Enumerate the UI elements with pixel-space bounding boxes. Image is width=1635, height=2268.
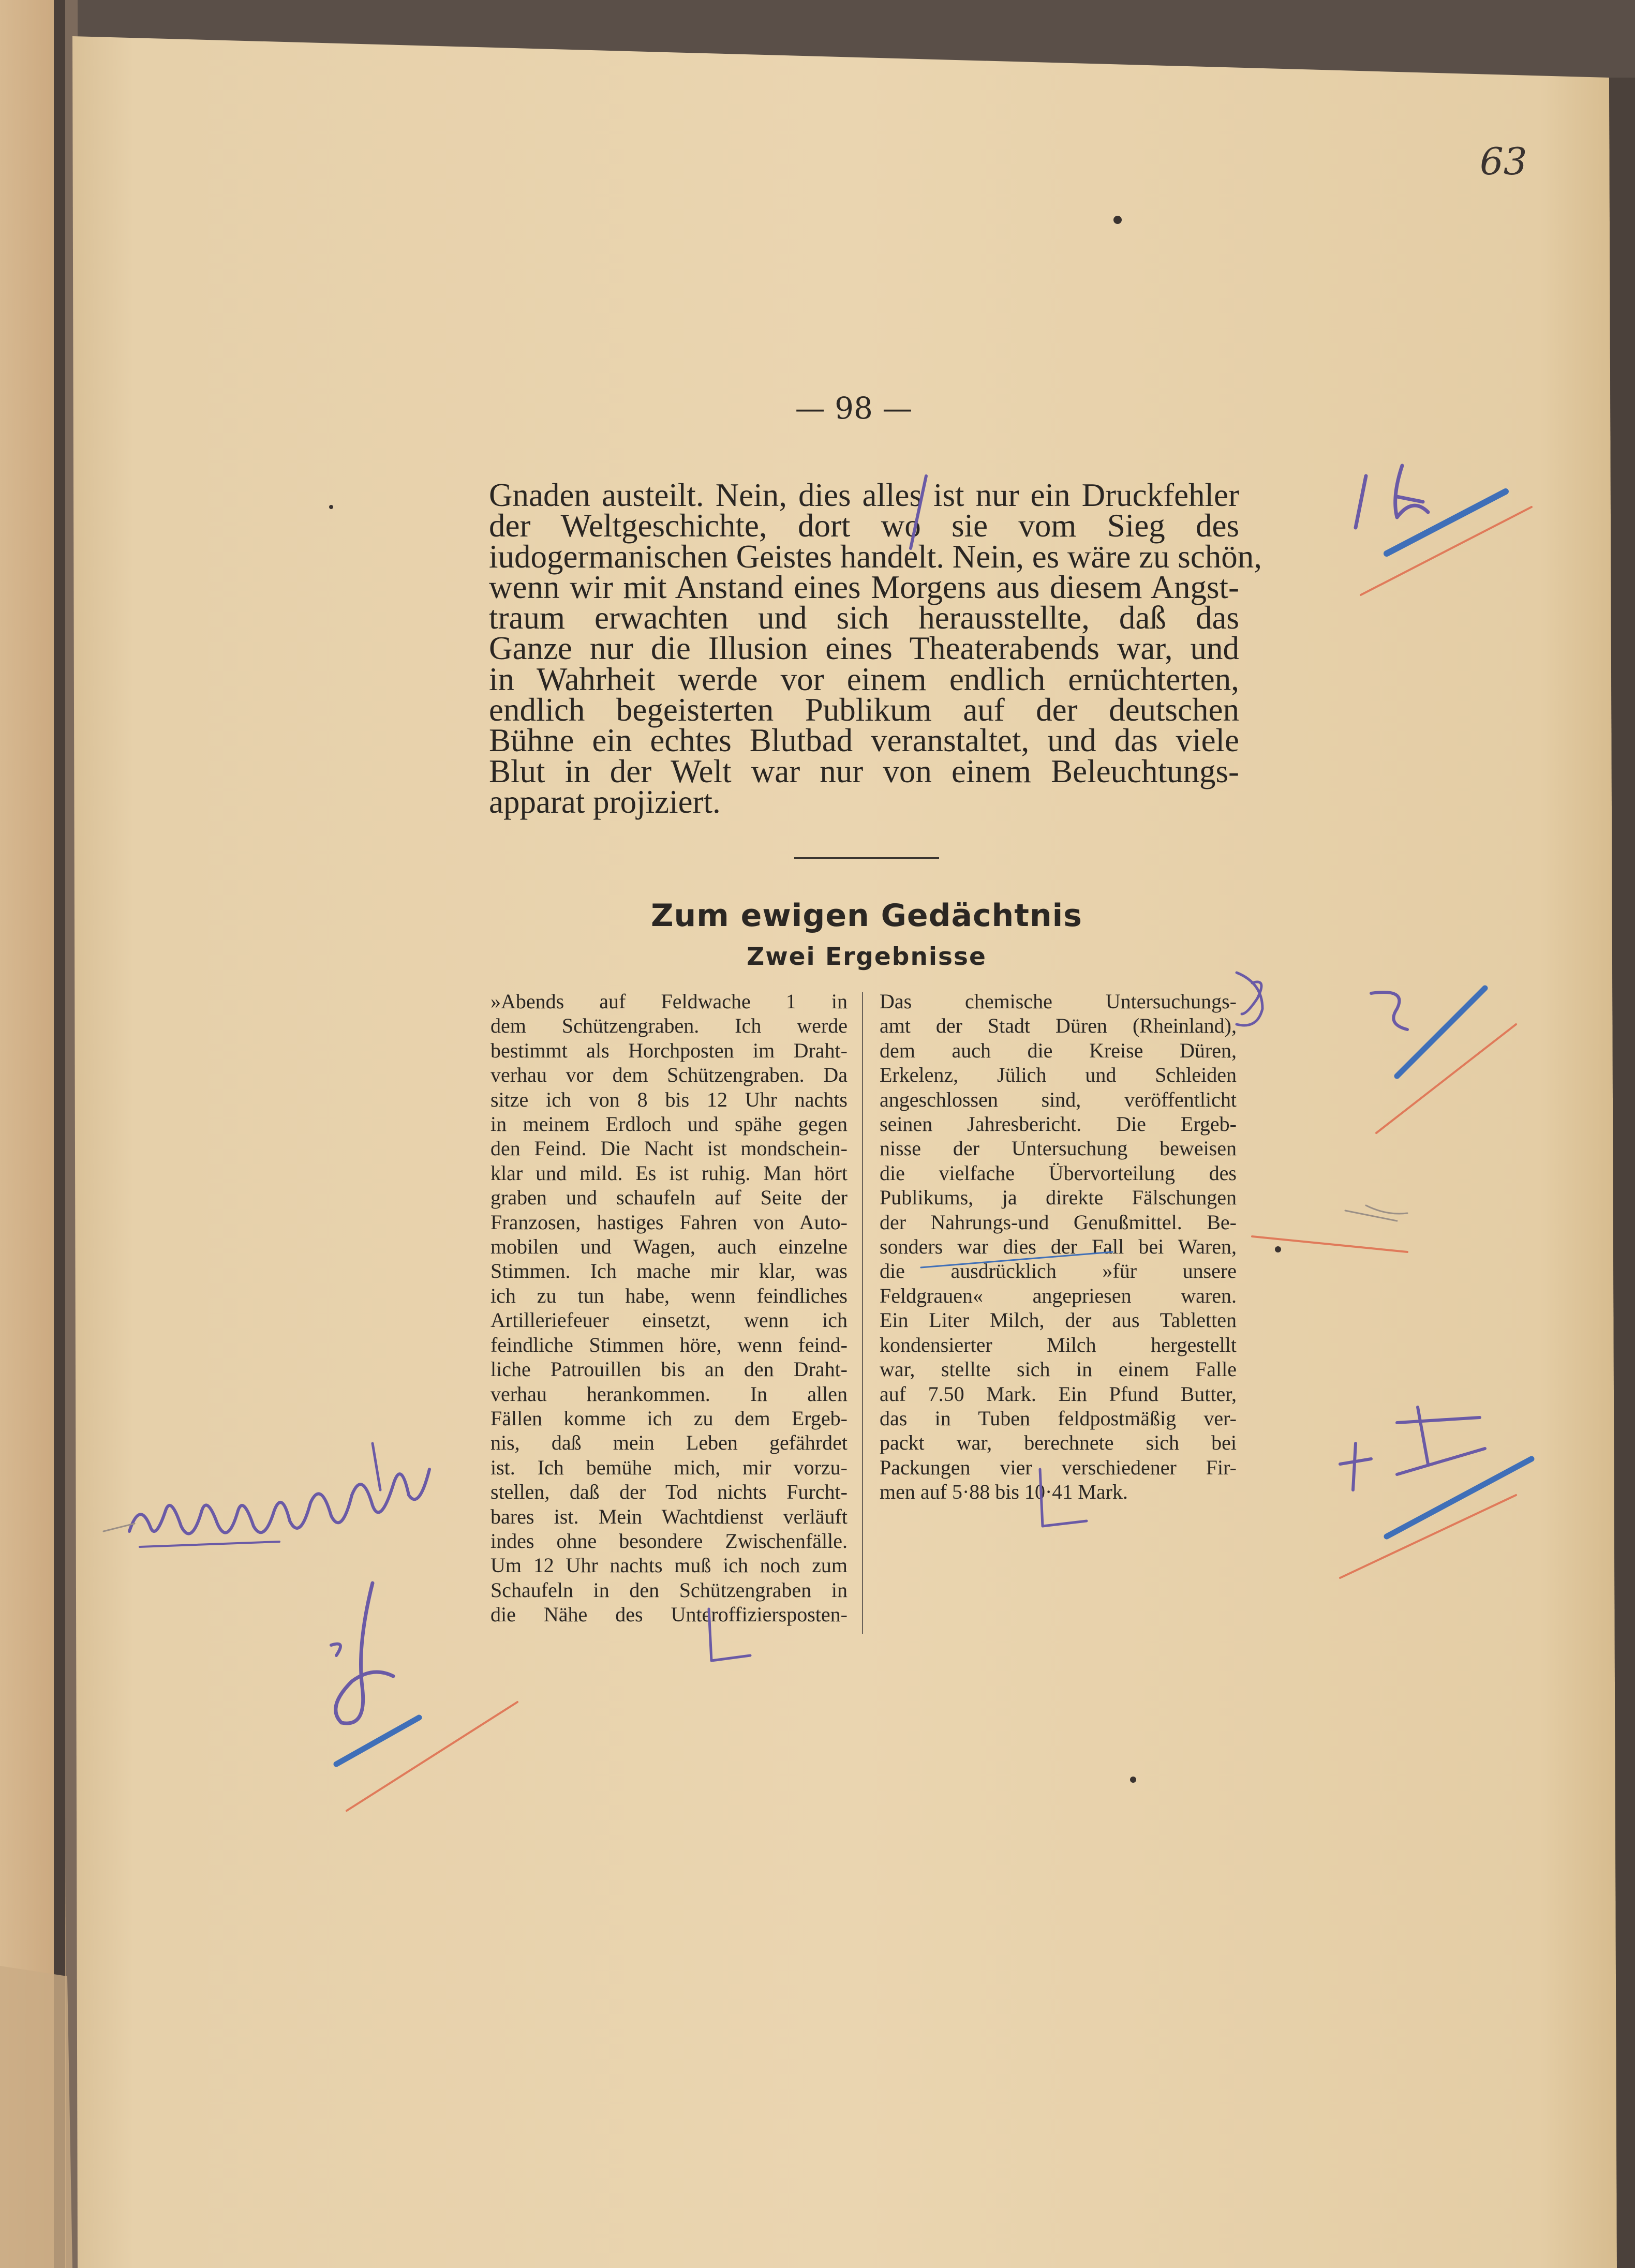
annotation-mark-6 (331, 1583, 517, 1811)
text-line: Bühne ein echtes Blutbad veranstaltet, und das viele (489, 722, 1239, 759)
text-line: den Feind. Die Nacht ist mondschein- (490, 1137, 848, 1160)
text-line: apparat projiziert. (489, 783, 721, 820)
text-line: traum erwachten und sich herausstellte, daß das (489, 600, 1239, 636)
text-line: graben und schaufeln auf Seite der (490, 1186, 848, 1210)
annotation-mark-3 (1345, 1205, 1407, 1221)
text-line: stellen, daß der Tod nichts Furcht- (490, 1480, 848, 1504)
text-line: seinen Jahresbericht. Die Ergeb- (880, 1112, 1237, 1136)
text-line: sonders war dies der Fall bei Waren, (880, 1235, 1237, 1259)
text-line: amt der Stadt Düren (Rheinland), (880, 1014, 1237, 1038)
text-line: Ganze nur die Illusion eines Theaterabends war, und (489, 630, 1239, 667)
text-line: packt war, berechnete sich bei (880, 1431, 1237, 1455)
text-line: feindliche Stimmen höre, wenn feind- (490, 1333, 848, 1356)
text-line: bestimmt als Horchposten im Draht- (490, 1038, 848, 1062)
text-line: in meinem Erdloch und spähe gegen (490, 1112, 848, 1136)
text-line: kondensierter Milch hergestellt (880, 1333, 1237, 1356)
speck (1113, 216, 1122, 224)
text-line: »Abends auf Feldwache 1 in (490, 990, 848, 1013)
text-line: nis, daß mein Leben gefährdet (490, 1431, 848, 1455)
text-line: Schaufeln in den Schützengraben in (490, 1578, 848, 1602)
text-line: dem Schützengraben. Ich werde (490, 1014, 848, 1038)
speck (1130, 1777, 1136, 1783)
text-line: verhau vor dem Schützengraben. Da (490, 1063, 848, 1087)
page-number: — 98 — (795, 391, 913, 426)
text-line: Publikums, ja direkte Fälschungen (880, 1186, 1237, 1210)
text-line: die ausdrücklich »für unsere (880, 1259, 1237, 1283)
text-line: Franzosen, hastiges Fahren von Auto- (490, 1210, 848, 1234)
section-subtitle: Zwei Ergebnisse (747, 943, 987, 971)
text-line: iudogermanischen Geistes handelt. Nein, es wäre zu schön, (489, 538, 1262, 575)
text-line: der Weltgeschichte, dort wo sie vom Sieg des (489, 508, 1239, 544)
annotation-mark-2 (1242, 982, 1516, 1133)
annotation-mark-5 (1340, 1407, 1532, 1578)
text-line: bares ist. Mein Wachtdienst verläuft (490, 1504, 848, 1528)
text-line: endlich begeisterten Publikum auf der deutschen (489, 692, 1239, 728)
text-line: Feldgrauen« angepriesen waren. (880, 1284, 1237, 1307)
text-line: die Nähe des Unteroffiziersposten- (490, 1603, 848, 1627)
annotation-mark-11 (921, 1252, 1112, 1267)
text-line: nisse der Untersuchung beweisen (880, 1137, 1237, 1160)
text-line: in Wahrheit werde vor einem endlich ernüchterten, (489, 661, 1239, 697)
text-line: Stimmen. Ich mache mir klar, was (490, 1259, 848, 1283)
annotation-mark-7 (709, 1609, 750, 1661)
text-line: Ein Liter Milch, der aus Tabletten (880, 1308, 1237, 1332)
annotation-mark-10 (911, 476, 926, 548)
text-line: die vielfache Übervorteilung des (880, 1161, 1237, 1185)
text-line: verhau herankommen. In allen (490, 1382, 848, 1406)
text-line: men auf 5·88 bis 10·41 Mark. (880, 1480, 1128, 1504)
text-line: mobilen und Wagen, auch einzelne (490, 1235, 848, 1259)
text-line: Artilleriefeuer einsetzt, wenn ich (490, 1308, 848, 1332)
text-line: das in Tuben feldpostmäßig ver- (880, 1406, 1237, 1430)
folio-handwritten: 63 (1480, 140, 1527, 183)
text-line: Fällen komme ich zu dem Ergeb- (490, 1406, 848, 1430)
text-line: liche Patrouillen bis an den Draht- (490, 1357, 848, 1381)
speck (329, 505, 333, 509)
text-line: Blut in der Welt war nur von einem Beleuchtungs- (489, 753, 1239, 789)
text-line: wenn wir mit Anstand eines Morgens aus diesem Angst- (489, 569, 1239, 605)
annotation-mark-1 (1356, 466, 1532, 595)
text-line: auf 7.50 Mark. Ein Pfund Butter, (880, 1382, 1237, 1406)
text-line: ich zu tun habe, wenn feindliches (490, 1284, 848, 1307)
text-line: Packungen vier verschiedener Fir- (880, 1455, 1237, 1479)
text-line: Erkelenz, Jülich und Schleiden (880, 1063, 1237, 1087)
text-line: der Nahrungs-und Genußmittel. Be- (880, 1210, 1237, 1234)
annotation-mark-9 (1237, 973, 1262, 1025)
text-line: dem auch die Kreise Düren, (880, 1038, 1237, 1062)
speck (1275, 1246, 1281, 1252)
text-line: Um 12 Uhr nachts muß ich noch zum (490, 1554, 848, 1577)
text-line: sitze ich von 8 bis 12 Uhr nachts (490, 1087, 848, 1111)
text-line: ist. Ich bemühe mich, mir vorzu- (490, 1455, 848, 1479)
text-line: war, stellte sich in einem Falle (880, 1357, 1237, 1381)
text-line: Das chemische Untersuchungs- (880, 990, 1237, 1013)
text-line: indes ohne besondere Zwischenfälle. (490, 1529, 848, 1553)
section-title: Zum ewigen Gedächtnis (651, 898, 1082, 934)
text-line: klar und mild. Es ist ruhig. Man hört (490, 1161, 848, 1185)
annotation-mark-8 (1040, 1469, 1087, 1526)
text-line: angeschlossen sind, veröffentlicht (880, 1087, 1237, 1111)
text-line: Gnaden austeilt. Nein, dies alles ist nur ein Druckfehler (489, 477, 1239, 513)
annotation-scribble-left (103, 1443, 429, 1547)
